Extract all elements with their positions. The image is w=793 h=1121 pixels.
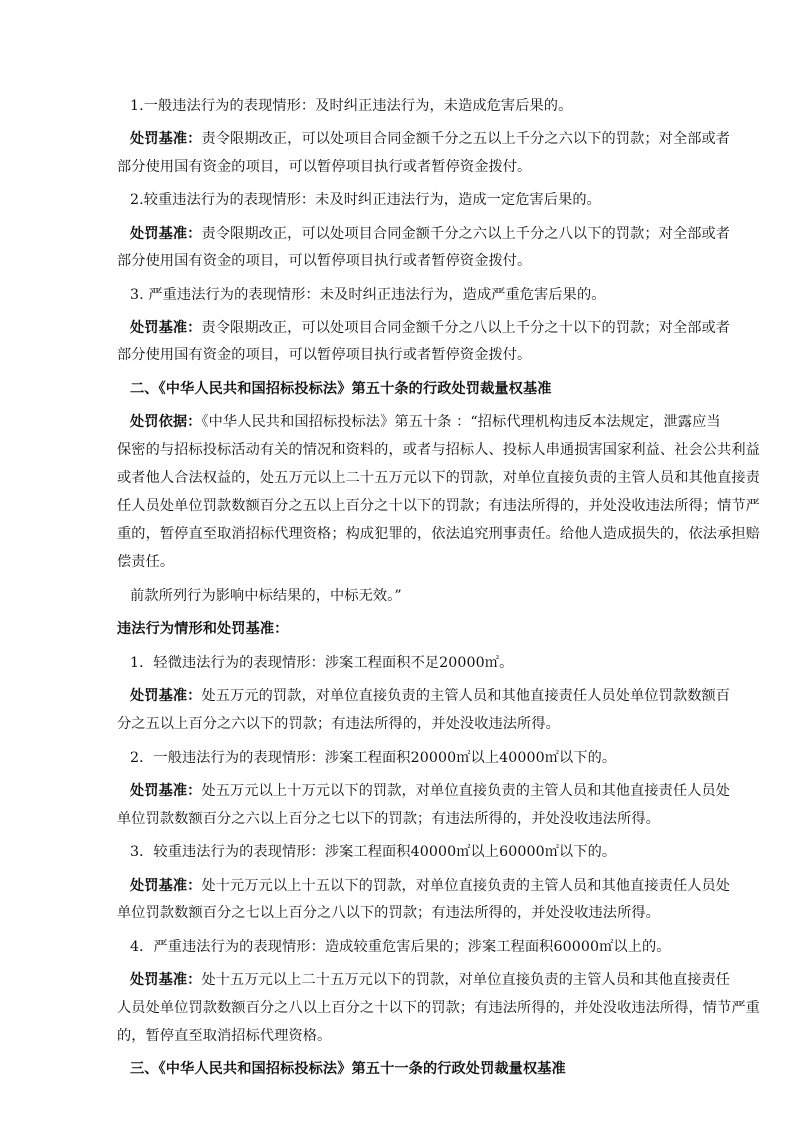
label: 处罚依据：	[130, 414, 202, 430]
text: 责令限期改正，可以处项目合同金额千分之六以上千分之八以下的罚款；对全部或者	[201, 226, 731, 242]
paragraph-continuation: 保密的与招标投标活动有关的情况和资料的，或者与招标人、投标人串通损害国家利益、社会公共利益	[117, 442, 760, 458]
label: 处罚基准：	[130, 972, 202, 988]
text: 处五万元以上十万元以下的罚款，对单位直接负责的主管人员和其他直接责任人员处	[201, 783, 731, 799]
paragraph	[0, 872, 793, 900]
paragraph-continuation: 或者他人合法权益的，处五万元以上二十五万元以下的罚款，对单位直接负责的主管人员和其他直接责	[117, 470, 760, 486]
paragraph-continuation: 部分使用国有资金的项目，可以暂停项目执行或者暂停资金拨付。	[117, 159, 532, 175]
text: 处十元万元以上十五以下的罚款，对单位直接负责的主管人员和其他直接责任人员处	[201, 878, 731, 894]
sub-heading: 违法行为情形和处罚基准：	[117, 621, 289, 637]
paragraph: 3. 严重违法行为的表现情形：未及时纠正违法行为，造成严重危害后果的。	[130, 287, 606, 303]
paragraph	[0, 314, 793, 342]
paragraph	[0, 220, 793, 248]
text: 处五万元的罚款，对单位直接负责的主管人员和其他直接责任人员处单位罚款数额百	[201, 688, 731, 704]
text: 处十五万元以上二十五万元以下的罚款，对单位直接负责的主管人员和其他直接责任	[201, 972, 731, 988]
paragraph-continuation: 重的，暂停直至取消招标代理资格；构成犯罪的，依法追究刑事责任。给他人造成损失的，依法承担赔	[117, 526, 760, 542]
text: 责令限期改正，可以处项目合同金额千分之五以上千分之六以下的罚款；对全部或者	[201, 131, 731, 147]
paragraph: 2．一般违法行为的表现情形：涉案工程面积20000㎡以上40000㎡以下的。	[130, 750, 617, 766]
paragraph: 4．严重违法行为的表现情形：造成较重危害后果的；涉案工程面积60000㎡以上的。	[130, 939, 671, 955]
paragraph	[0, 682, 793, 710]
paragraph-continuation: 分之五以上百分之六以下的罚款；有违法所得的，并处没收违法所得。	[117, 716, 560, 732]
paragraph-continuation: 部分使用国有资金的项目，可以暂停项目执行或者暂停资金拨付。	[117, 347, 532, 363]
label: 处罚基准：	[130, 783, 202, 799]
label: 处罚基准：	[130, 688, 202, 704]
paragraph	[0, 966, 793, 994]
paragraph	[0, 777, 793, 805]
paragraph: 1．轻微违法行为的表现情形：涉案工程面积不足20000㎡。	[130, 655, 514, 671]
paragraph: 2.较重违法行为的表现情形：未及时纠正违法行为，造成一定危害后果的。	[130, 192, 601, 208]
paragraph-continuation: 单位罚款数额百分之七以上百分之八以下的罚款；有违法所得的，并处没收违法所得。	[117, 905, 660, 921]
text: 责令限期改正，可以处项目合同金额千分之八以上千分之十以下的罚款；对全部或者	[201, 320, 731, 336]
paragraph: 1.一般违法行为的表现情形：及时纠正违法行为，未造成危害后果的。	[130, 98, 573, 114]
paragraph-continuation: 单位罚款数额百分之六以上百分之七以下的罚款；有违法所得的，并处没收违法所得。	[117, 811, 660, 827]
paragraph-continuation: 人员处单位罚款数额百分之八以上百分之十以下的罚款；有违法所得的，并处没收违法所得，情节严重	[117, 1000, 760, 1016]
label: 处罚基准：	[130, 878, 202, 894]
section-heading: 二、《中华人民共和国招标投标法》第五十条的行政处罚裁量权基准	[130, 381, 552, 397]
paragraph	[0, 125, 793, 153]
section-heading: 三、《中华人民共和国招标投标法》第五十一条的行政处罚裁量权基准	[130, 1061, 566, 1077]
paragraph	[0, 408, 793, 436]
label: 处罚基准：	[130, 320, 202, 336]
paragraph-continuation: 偿责任。	[117, 554, 175, 570]
label: 处罚基准：	[130, 131, 202, 147]
paragraph: 3．较重违法行为的表现情形：涉案工程面积40000㎡以上60000㎡以下的。	[130, 844, 617, 860]
paragraph-continuation: 部分使用国有资金的项目，可以暂停项目执行或者暂停资金拨付。	[117, 253, 532, 269]
paragraph: 前款所列行为影响中标结果的，中标无效。”	[130, 588, 402, 604]
label: 处罚基准：	[130, 226, 202, 242]
paragraph-continuation: 的，暂停直至取消招标代理资格。	[117, 1028, 332, 1044]
text: 《中华人民共和国招标投标法》第五十条 ：“招标代理机构违反本法规定，泄露应当	[201, 414, 721, 430]
paragraph-continuation: 任人员处单位罚款数额百分之五以上百分之十以下的罚款；有违法所得的，并处没收违法所得；情节严	[117, 498, 760, 514]
